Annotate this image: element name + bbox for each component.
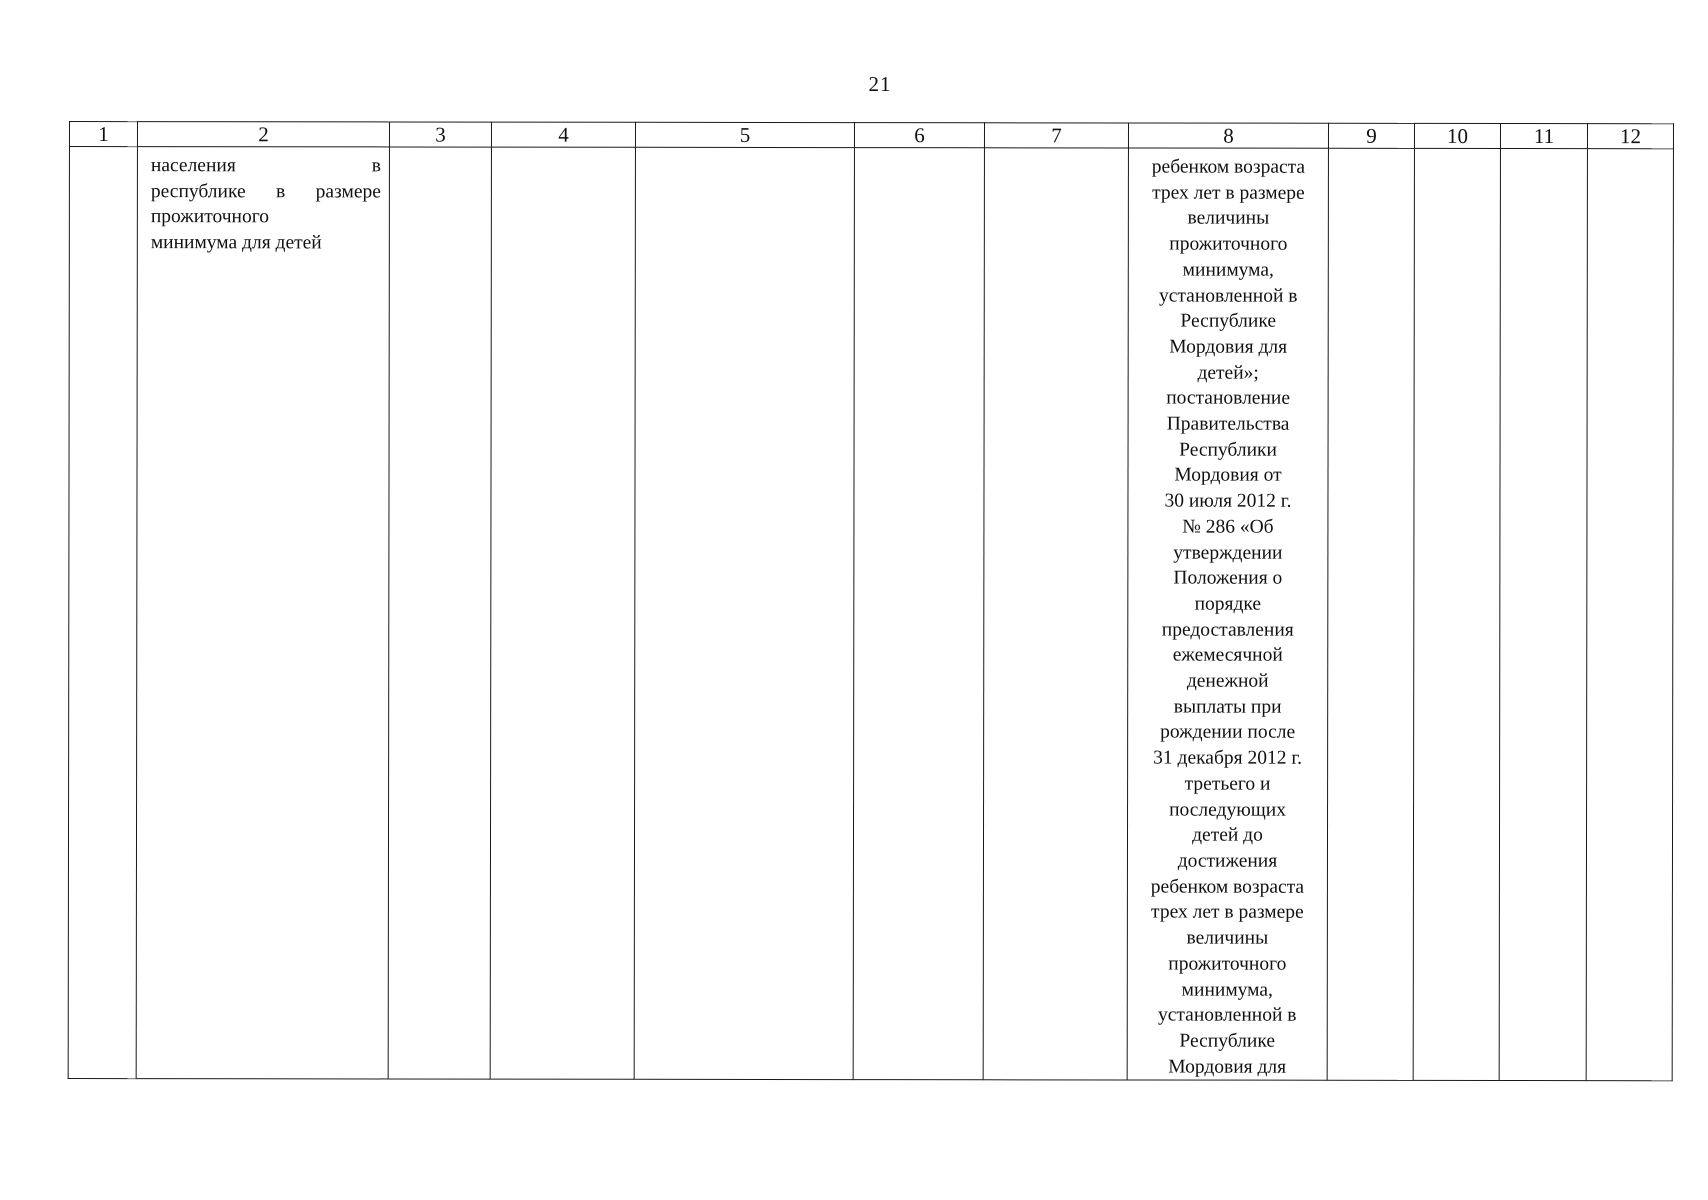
cell-col-1 [68, 147, 137, 1079]
cell-col-8-line: 30 июля 2012 г. [1164, 490, 1292, 512]
cell-col-8-line: величины [1186, 927, 1269, 949]
cell-col-8-line: выплаты при [1173, 696, 1282, 718]
cell-col-2 [136, 147, 389, 1080]
cell-col-8-line: постановление [1166, 387, 1291, 410]
cell-col-8-line: Мордовия от [1174, 464, 1282, 487]
cell-col-8-line: утверждении [1173, 542, 1283, 564]
cell-col-8-line: установленной в [1157, 1004, 1297, 1026]
cell-col-8-line: прожиточного [1168, 953, 1287, 975]
column-header-8: 8 [1128, 123, 1328, 148]
cell-col-2-line: населения в [150, 155, 381, 177]
cell-col-8-line: последующих [1169, 799, 1287, 821]
cell-col-8-line: трех лет в размере [1152, 182, 1305, 204]
cell-col-8-line: рождении после [1160, 721, 1296, 744]
cell-col-8-line: денежной [1186, 670, 1269, 692]
cell-col-4 [490, 147, 635, 1080]
column-header-9: 9 [1328, 123, 1414, 148]
table-row [68, 147, 1673, 1082]
cell-col-2-line: прожиточного [150, 206, 270, 228]
column-header-5: 5 [635, 122, 854, 147]
cell-col-8-line: ежемесячной [1172, 644, 1283, 667]
cell-col-8-line: 31 декабря 2012 г. [1153, 747, 1303, 769]
cell-col-8-line: Положения о [1173, 567, 1283, 589]
cell-col-8-line: ребенком возраста [1150, 876, 1305, 898]
cell-col-8-line: величины [1187, 207, 1270, 230]
cell-col-8-line: третьего и [1184, 773, 1271, 795]
cell-col-11 [1499, 148, 1587, 1080]
cell-col-9 [1327, 148, 1414, 1080]
cell-col-8-line: № 286 «Об [1182, 516, 1274, 538]
cell-col-8-line: порядке [1194, 593, 1262, 615]
header-row [69, 122, 1673, 149]
cell-col-8-line: детей»; [1197, 362, 1259, 384]
data-table [68, 121, 1674, 1082]
cell-col-8-line: трех лет в размере [1151, 901, 1304, 924]
cell-col-8-line: Мордовия для [1169, 336, 1288, 358]
column-header-1: 1 [69, 122, 137, 147]
column-header-10: 10 [1414, 123, 1500, 148]
column-header-11: 11 [1500, 123, 1587, 148]
cell-col-6 [853, 148, 984, 1080]
cell-col-12 [1586, 149, 1673, 1081]
cell-col-8-line: прожиточного [1169, 233, 1288, 255]
cell-col-8-line: Республике [1180, 310, 1277, 332]
cell-col-8-line: ребенком возраста [1151, 156, 1306, 178]
cell-col-8-line: Мордовия для [1168, 1056, 1287, 1078]
cell-col-8-line: предоставления [1161, 619, 1294, 641]
column-header-4: 4 [491, 122, 635, 147]
cell-col-5 [634, 147, 854, 1080]
cell-col-8 [1127, 148, 1328, 1081]
cell-col-10 [1413, 148, 1500, 1080]
cell-col-8-line: Республике [1179, 1030, 1276, 1052]
column-header-12: 12 [1587, 124, 1673, 149]
column-header-6: 6 [854, 123, 984, 148]
cell-col-8-line: минимума, [1181, 979, 1273, 1001]
cell-col-7 [983, 148, 1128, 1081]
cell-col-8-line: Республики [1179, 439, 1277, 461]
cell-col-8-line: минимума, [1182, 259, 1274, 281]
cell-col-2-line: республике в размере [150, 180, 381, 202]
page-number: 21 [868, 72, 892, 96]
cell-col-8-line: установленной в [1158, 285, 1298, 307]
cell-col-8-line: детей до [1192, 824, 1263, 846]
cell-col-3 [388, 147, 491, 1079]
column-header-2: 2 [137, 122, 389, 147]
column-header-3: 3 [389, 122, 491, 147]
cell-col-2-line: минимума для детей [150, 231, 322, 253]
column-header-7: 7 [984, 123, 1128, 148]
cell-col-8-line: достижения [1177, 850, 1278, 872]
cell-col-8-line: Правительства [1166, 413, 1290, 435]
